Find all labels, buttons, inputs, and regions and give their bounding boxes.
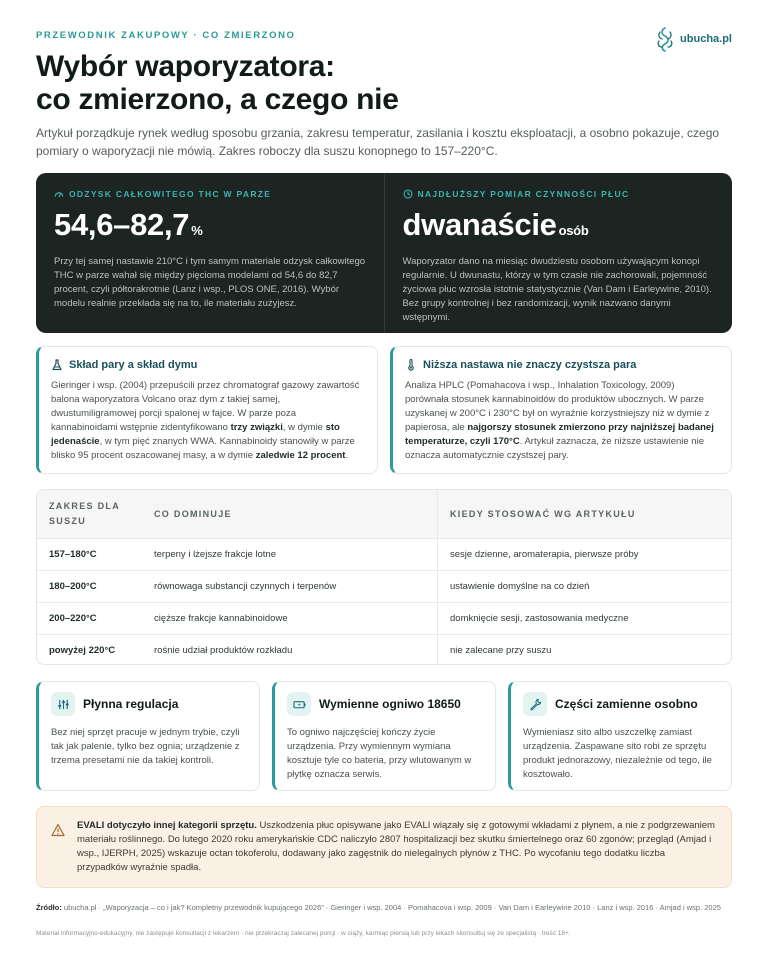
table-cell: równowaga substancji czynnych i terpenów	[154, 581, 337, 592]
card-title: Skład pary a skład dymu	[69, 359, 198, 371]
table-row	[37, 570, 731, 602]
stat-unit: %	[191, 223, 203, 238]
card-title: Niższa nastawa nie znaczy czystsza para	[423, 359, 637, 371]
table-cell: powyżej 220°C	[49, 645, 116, 656]
brand-name: ubucha.pl	[680, 33, 732, 45]
clock-icon	[403, 189, 413, 199]
card-text: Analiza HPLC (Pomahacova i wsp., Inhalation Toxicology, 2009) porównała stosunek kannabinoidów do produktów ubocznych. W parze uzyskanej w 200°C i 230°C był on wyraźnie korzystniejszy niż w dymie z papierosa, ale najgorszy stosunek zmierzono przy najniższej badanej temperaturze, czyli 170°C. Artykuł zaznacza, że niższe ustawienie nie oznacza automatycznie czystszej pary.	[405, 380, 714, 461]
stat-description: Przy tej samej nastawie 210°C i tym samym materiale odzysk całkowitego THC w parze wahał się między pięcioma modelami od 54,6 do 82,7 procent, czyli półtorakrotnie (Lanz i wsp., PLOS ONE, 2016). Wybór modelu realnie przekłada się na to, ile materiału zużyjesz.	[54, 256, 366, 309]
evali-warning	[36, 806, 732, 888]
table-cell: 200–220°C	[49, 613, 97, 624]
sources: Źródło: ubucha.pl · „Waporyzacja – co i jak? Kompletny przewodnik kupującego 2026” · Gieringer i wsp. 2004 · Pomahacova i wsp. 2009 · Van Dam i Earleywine 2010 · Lanz i wsp. 2016 · Amjad i wsp. 2025	[36, 903, 721, 912]
feature-replaceable-cell	[272, 681, 496, 791]
highlight: trzy związki	[230, 422, 283, 433]
title-line-1: Wybór waporyzatora:	[36, 50, 335, 83]
table-cell: nie zalecane przy suszu	[437, 635, 731, 665]
stat-number: 54,6–82,7	[54, 207, 190, 242]
warning-text: EVALI dotyczyło innej kategorii sprzętu. Uszkodzenia płuc opisywane jako EVALI wiązały się z gotowymi wkładami z płynem, a nie z podgrzewaniem materiału roślinnego. Do lutego 2020 roku amerykańskie CDC naliczyło 2807 hospitalizacji bez skutku śmiertelnego oraz 60 zgonów; przegląd (Amjad i wsp., IJERPH, 2025) wskazuje octan tokoferolu, dodawany jako zagęstnik do nielegalnych płynów z THC. Po wycofaniu tego dodatku liczba przypadków wyraźnie spadła.	[77, 820, 715, 873]
stat-label: NAJDŁUŻSZY POMIAR CZYNNOŚCI PŁUC	[417, 189, 630, 199]
stat-lung-function	[384, 173, 733, 333]
stat-thc-recovery	[36, 173, 384, 333]
card-lower-temp	[390, 346, 732, 474]
table-cell: 157–180°C	[49, 549, 97, 560]
stat-value	[403, 207, 715, 249]
kicker: PRZEWODNIK ZAKUPOWY · CO ZMIERZONO	[36, 30, 296, 41]
stat-description: Waporyzator dano na miesiąc dwudziestu osobom używającym konopi regularnie. U dwunastu, którzy w tym czasie nie zachorowali, pojemność życiowa płuc wzrosła istotnie statystycznie (Van Dam i Earleywine, 2010). Bez grupy kontrolnej i bez randomizacji, wynik nazwano danymi wstępnymi.	[402, 256, 712, 323]
page	[36, 0, 732, 960]
feature-title: Płynna regulacja	[83, 697, 179, 711]
feature-spare-parts	[508, 681, 732, 791]
stats-panel	[36, 173, 732, 333]
table-cell: cięższe frakcje kannabinoidowe	[154, 613, 288, 624]
table-row	[37, 538, 731, 570]
highlight: najgorszy stosunek zmierzono przy najniższej badanej temperaturze, czyli 170°C	[405, 422, 714, 447]
highlight: sto jedenaście	[51, 422, 340, 447]
stat-unit: osób	[558, 223, 589, 238]
battery-icon	[293, 698, 306, 711]
lead-paragraph: Artykuł porządkuje rynek według sposobu grzania, zakresu temperatur, zasilania i kosztu eksploatacji, a osobno pokazuje, czego pomiary o waporyzacji nie mówią. Zakres roboczy dla suszu konopnego to 157–220°C.	[36, 126, 720, 158]
table-row	[37, 602, 731, 634]
warning-icon	[51, 823, 65, 837]
table-header-row	[37, 490, 731, 538]
table-cell: rośnie udział produktów rozkładu	[154, 645, 293, 656]
stat-number: dwanaście	[402, 207, 557, 242]
gauge-icon	[54, 189, 64, 199]
wrench-icon	[529, 698, 542, 711]
card-vapour-vs-smoke	[36, 346, 378, 474]
table-row	[37, 634, 731, 665]
brand[interactable]	[655, 26, 732, 52]
column-header: KIEDY STOSOWAĆ WG ARTYKUŁU	[437, 490, 731, 538]
temperature-table	[36, 489, 732, 665]
stat-label: ODZYSK CAŁKOWITEGO THC W PARZE	[69, 189, 272, 199]
highlight: zaledwie 12 procent	[255, 450, 346, 461]
table-cell: terpeny i lżejsze frakcje lotne	[154, 549, 276, 560]
feature-text: To ogniwo najczęściej kończy życie urządzenia. Przy wymiennym wymiana kosztuje tyle co bateria, przy wlutowanym w płytkę oznacza serwis.	[287, 727, 472, 780]
feature-title: Części zamienne osobno	[555, 697, 698, 711]
feature-title: Wymienne ogniwo 18650	[319, 697, 461, 711]
card-text: Gieringer i wsp. (2004) przepuścili przez chromatograf gazowy zawartość balona waporyzatora Volcano oraz dym z takiej samej, dwustumiligramowej porcji spalonej w fajce. W parze poza kannabinoidami wstępnie zidentyfikowano trzy związki, w dymie sto jedenaście, w tym pięć znanych WWA. Kannabinoidy stanowiły w parze blisko 95 procent oszacowanej masy, a w dymie zaledwie 12 procent.	[51, 380, 360, 461]
table-cell: domknięcie sesji, zastosowania medyczne	[437, 603, 731, 634]
feature-smooth-regulation	[36, 681, 260, 791]
table-cell: sesje dzienne, aromaterapia, pierwsze próby	[437, 539, 731, 570]
thermometer-icon	[405, 359, 417, 371]
sliders-icon	[57, 698, 70, 711]
ubucha-logo-icon	[655, 26, 675, 52]
stat-value	[54, 207, 366, 249]
table-cell: ustawienie domyślne na co dzień	[437, 571, 731, 602]
column-header: ZAKRES DLA SUSZU	[49, 501, 120, 526]
disclaimer: Materiał informacyjno-edukacyjny, nie zastępuje konsultacji z lekarzem · nie przekraczaj zalecanej porcji · w ciąży, karmiąc piersią lub przy lekach skonsultuj się ze specjalistą · treść 18+.	[36, 930, 571, 937]
column-header: CO DOMINUJE	[154, 508, 232, 519]
title-line-2: co zmierzono, a czego nie	[36, 83, 399, 116]
table-cell: 180–200°C	[49, 581, 97, 592]
sources-label: Źródło:	[36, 903, 62, 912]
page-title	[36, 50, 399, 116]
feature-text: Wymieniasz sito albo uszczelkę zamiast urządzenia. Zaspawane sito robi ze sprzętu produkt jednorazowy, niezależnie od tego, ile kosztowało.	[523, 727, 712, 780]
warning-heading: EVALI dotyczyło innej kategorii sprzętu.	[77, 820, 257, 831]
feature-text: Bez niej sprzęt pracuje w jednym trybie, czyli tak jak palenie, tylko bez ognia; urządzenie z trzema presetami nie da takiej kontroli.	[51, 727, 240, 766]
flask-icon	[51, 359, 63, 371]
